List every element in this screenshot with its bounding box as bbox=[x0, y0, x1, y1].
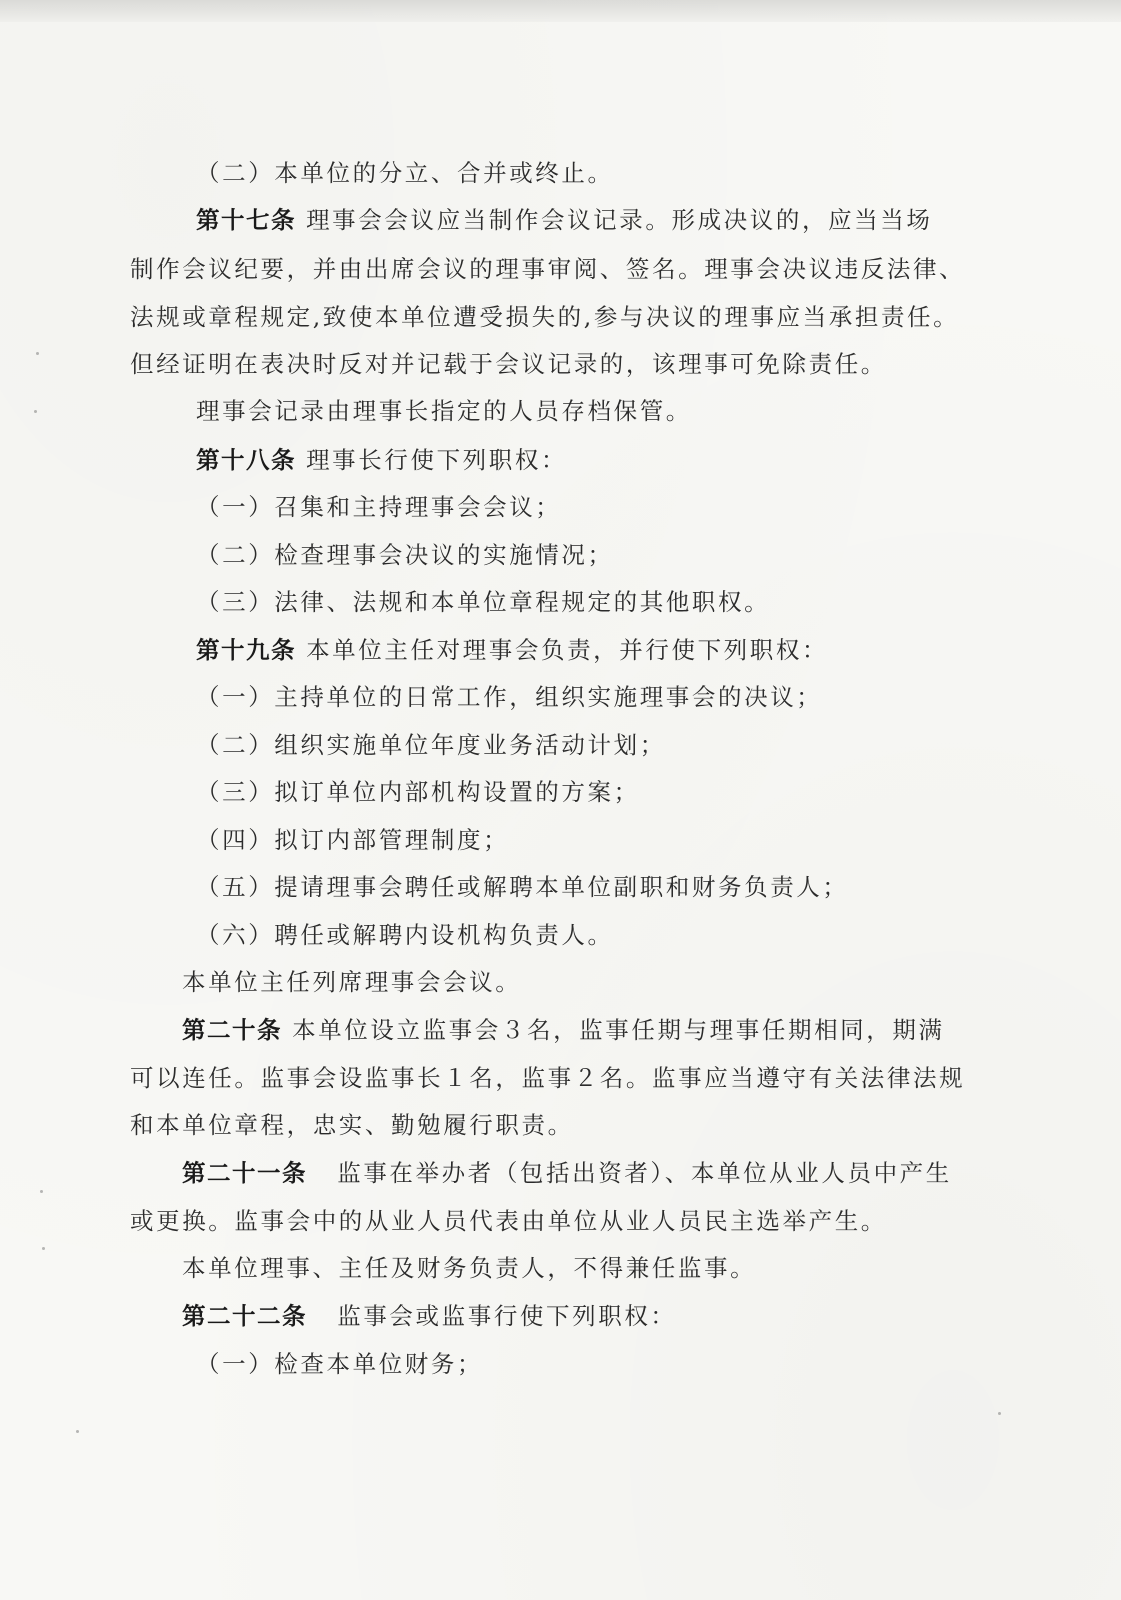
body-line: 或更换。监事会中的从业人员代表由单位从业人员民主选举产生。 bbox=[130, 1207, 887, 1235]
article-18-line: 第十八条 理事长行使下列职权： bbox=[196, 446, 568, 474]
body-line: （五）提请理事会聘任或解聘本单位副职和财务负责人； bbox=[196, 873, 849, 901]
article-heading: 第十九条 bbox=[196, 636, 296, 664]
scan-speck bbox=[76, 1430, 79, 1433]
article-heading: 第二十二条 bbox=[182, 1302, 307, 1330]
body-line: 本单位理事、主任及财务负责人，不得兼任监事。 bbox=[182, 1254, 757, 1282]
article-17-line: 第十七条 理事会会议应当制作会议记录。形成决议的，应当当场 bbox=[196, 206, 933, 234]
body-line: （三）法律、法规和本单位章程规定的其他职权。 bbox=[196, 588, 771, 616]
body-line: 本单位主任列席理事会会议。 bbox=[182, 968, 522, 996]
body-line: 法规或章程规定,致使本单位遭受损失的,参与决议的理事应当承担责任。 bbox=[130, 303, 960, 331]
scan-speck bbox=[998, 1412, 1001, 1415]
body-line: 理事会记录由理事长指定的人员存档保管。 bbox=[196, 397, 692, 425]
body-line: （二）检查理事会决议的实施情况； bbox=[196, 541, 614, 569]
body-line: （一）检查本单位财务； bbox=[196, 1350, 484, 1378]
scan-top-band bbox=[0, 0, 1121, 22]
body-line: （六）聘任或解聘内设机构负责人。 bbox=[196, 921, 614, 949]
article-20-line: 第二十条 本单位设立监事会３名，监事任期与理事任期相同，期满 bbox=[182, 1016, 945, 1044]
scan-speck bbox=[34, 410, 37, 413]
article-heading: 第二十一条 bbox=[182, 1159, 307, 1187]
body-line: （一）主持单位的日常工作，组织实施理事会的决议； bbox=[196, 683, 823, 711]
article-heading: 第十八条 bbox=[196, 446, 296, 474]
body-line: （二）组织实施单位年度业务活动计划； bbox=[196, 731, 666, 759]
article-22-line: 第二十二条 监事会或监事行使下列职权： bbox=[182, 1302, 677, 1330]
article-21-line: 第二十一条 监事在举办者（包括出资者）、本单位从业人员中产生 bbox=[182, 1159, 952, 1187]
body-line: 和本单位章程，忠实、勤勉履行职责。 bbox=[130, 1111, 574, 1139]
article-19-line: 第十九条 本单位主任对理事会负责，并行使下列职权： bbox=[196, 636, 829, 664]
scan-speck bbox=[40, 1190, 43, 1193]
body-line: （二）本单位的分立、合并或终止。 bbox=[196, 159, 614, 187]
body-line: 制作会议纪要，并由出席会议的理事审阅、签名。理事会决议违反法律、 bbox=[130, 255, 966, 283]
body-line: （三）拟订单位内部机构设置的方案； bbox=[196, 778, 640, 806]
body-line: （四）拟订内部管理制度； bbox=[196, 826, 510, 854]
article-heading: 第十七条 bbox=[196, 206, 296, 234]
article-heading: 第二十条 bbox=[182, 1016, 282, 1044]
body-line: 但经证明在表决时反对并记载于会议记录的，该理事可免除责任。 bbox=[130, 350, 887, 378]
body-line: （一）召集和主持理事会会议； bbox=[196, 493, 562, 521]
scan-speck bbox=[42, 1247, 45, 1250]
body-line: 可以连任。监事会设监事长１名，监事２名。监事应当遵守有关法律法规 bbox=[130, 1064, 966, 1092]
scan-speck bbox=[36, 352, 39, 355]
